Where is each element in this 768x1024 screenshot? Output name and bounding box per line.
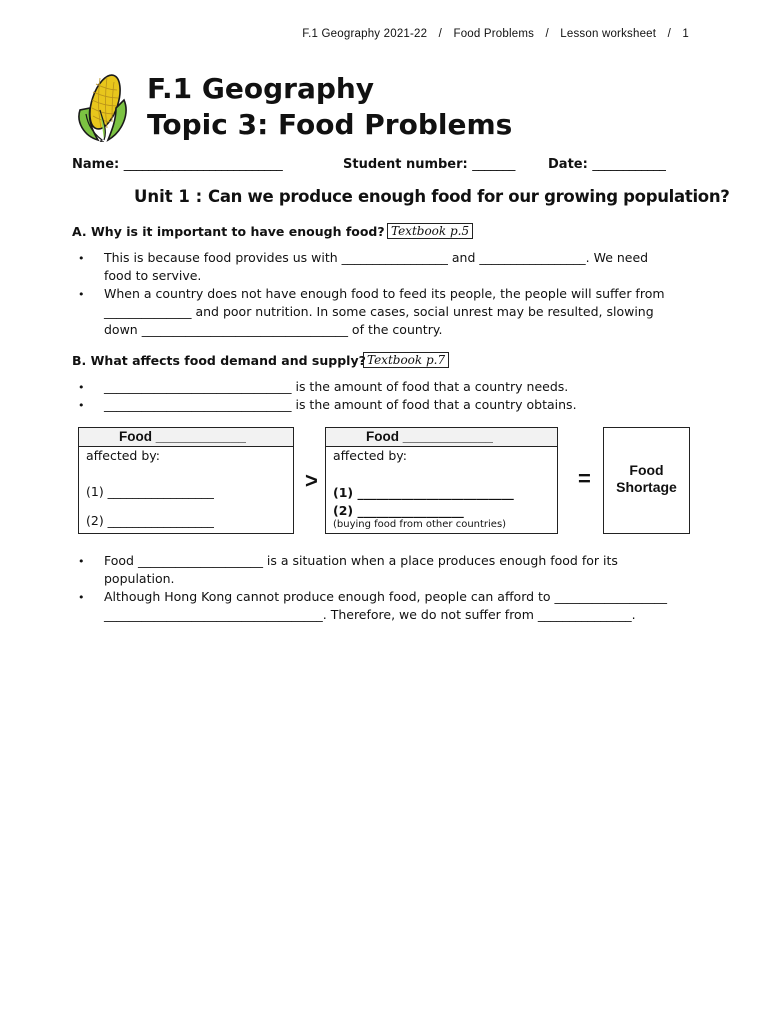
unit-heading bbox=[134, 187, 730, 206]
header-page-number: 1 bbox=[682, 28, 689, 40]
worksheet-title-topic: Topic 3: Food Problems bbox=[147, 108, 513, 141]
food-supply-note: (buying food from other countries) bbox=[333, 519, 507, 530]
bullet-icon: • bbox=[78, 288, 85, 301]
section-a-bullet-1 bbox=[104, 249, 694, 285]
section-b-bullet-hong-kong-line-2[interactable]: ___________________________________. Therefore, we do not suffer from _______________. bbox=[104, 607, 636, 622]
bullet-icon: • bbox=[78, 252, 85, 265]
food-supply-affected-label: affected by: bbox=[333, 448, 407, 463]
section-b-bullet-hong-kong-line-1[interactable]: Although Hong Kong cannot produce enough food, people can afford to __________________ bbox=[104, 589, 668, 604]
equals-symbol: = bbox=[578, 466, 591, 491]
bullet-icon: • bbox=[78, 399, 85, 412]
greater-than-symbol: > bbox=[305, 468, 318, 493]
section-b-bullet-security-line-1[interactable]: Food ____________________ is a situation when a place produces enough food for its bbox=[104, 553, 618, 568]
food-demand-factor-2[interactable]: (2) _________________ bbox=[86, 513, 214, 528]
unit-question: Can we produce enough food for our growing population? bbox=[208, 187, 730, 206]
bullet-icon: • bbox=[78, 555, 85, 568]
food-supply-box-title[interactable]: Food ____________ bbox=[326, 428, 557, 447]
section-b-bullet-supply[interactable]: ______________________________ is the amount of food that a country obtains. bbox=[104, 397, 577, 412]
section-a-bullet-1-line-1[interactable]: This is because food provides us with _________________ and _________________. We need bbox=[104, 250, 649, 265]
student-number-blank[interactable]: _______ bbox=[472, 157, 515, 172]
textbook-reference-a: Textbook p.5 bbox=[387, 223, 473, 239]
section-b-heading: B. What affects food demand and supply? bbox=[72, 353, 366, 368]
food-supply-box bbox=[325, 427, 558, 534]
food-supply-factor-2[interactable]: (2) _________________ bbox=[333, 503, 464, 518]
name-label: Name: bbox=[72, 157, 120, 172]
section-a-bullet-2-line-3[interactable]: down _________________________________ of the country. bbox=[104, 322, 443, 337]
name-blank[interactable]: __________________________ bbox=[123, 157, 283, 172]
food-demand-factor-1[interactable]: (1) _________________ bbox=[86, 484, 214, 499]
section-b-bullet-security-line-2: population. bbox=[104, 571, 175, 586]
food-demand-affected-label: affected by: bbox=[86, 448, 160, 463]
student-number-field[interactable] bbox=[343, 157, 515, 172]
worksheet-title-subject: F.1 Geography bbox=[147, 72, 375, 105]
section-a-bullet-2-line-1: When a country does not have enough food to feed its people, the people will suffer from bbox=[104, 286, 665, 301]
header-separator: / bbox=[667, 28, 671, 40]
header-separator: / bbox=[545, 28, 549, 40]
bullet-icon: • bbox=[78, 381, 85, 394]
date-field[interactable] bbox=[548, 157, 666, 172]
unit-label: Unit 1 : bbox=[134, 187, 203, 206]
header-worksheet: Lesson worksheet bbox=[560, 28, 657, 40]
section-b-bullet-hong-kong bbox=[104, 588, 667, 624]
section-b-bullet-demand[interactable]: ______________________________ is the amount of food that a country needs. bbox=[104, 379, 569, 394]
bullet-icon: • bbox=[78, 591, 85, 604]
food-supply-factor-1[interactable]: (1) _________________________ bbox=[333, 485, 514, 500]
food-shortage-line-2: Shortage bbox=[616, 479, 677, 495]
header-topic: Food Problems bbox=[453, 28, 535, 40]
header-separator: / bbox=[438, 28, 443, 40]
textbook-reference-b: Textbook p.7 bbox=[363, 352, 449, 368]
page-header bbox=[298, 28, 693, 40]
section-a-heading: A. Why is it important to have enough food? bbox=[72, 224, 385, 239]
header-course: F.1 Geography 2021-22 bbox=[302, 28, 428, 40]
food-shortage-line-1: Food bbox=[629, 462, 664, 478]
date-blank[interactable]: ____________ bbox=[592, 157, 666, 172]
section-a-bullet-2 bbox=[104, 285, 694, 339]
student-number-label: Student number: bbox=[343, 157, 468, 172]
date-label: Date: bbox=[548, 157, 588, 172]
name-field[interactable] bbox=[72, 157, 282, 172]
section-a-bullet-2-line-2[interactable]: ______________ and poor nutrition. In some cases, social unrest may be resulted, slowing bbox=[104, 304, 654, 319]
food-demand-box-title[interactable]: Food ____________ bbox=[79, 428, 293, 447]
food-demand-box bbox=[78, 427, 294, 534]
section-a-bullet-1-line-2: food to servive. bbox=[104, 268, 202, 283]
section-b-bullet-security bbox=[104, 552, 694, 588]
food-shortage-box bbox=[603, 427, 690, 534]
corn-icon bbox=[74, 70, 130, 142]
